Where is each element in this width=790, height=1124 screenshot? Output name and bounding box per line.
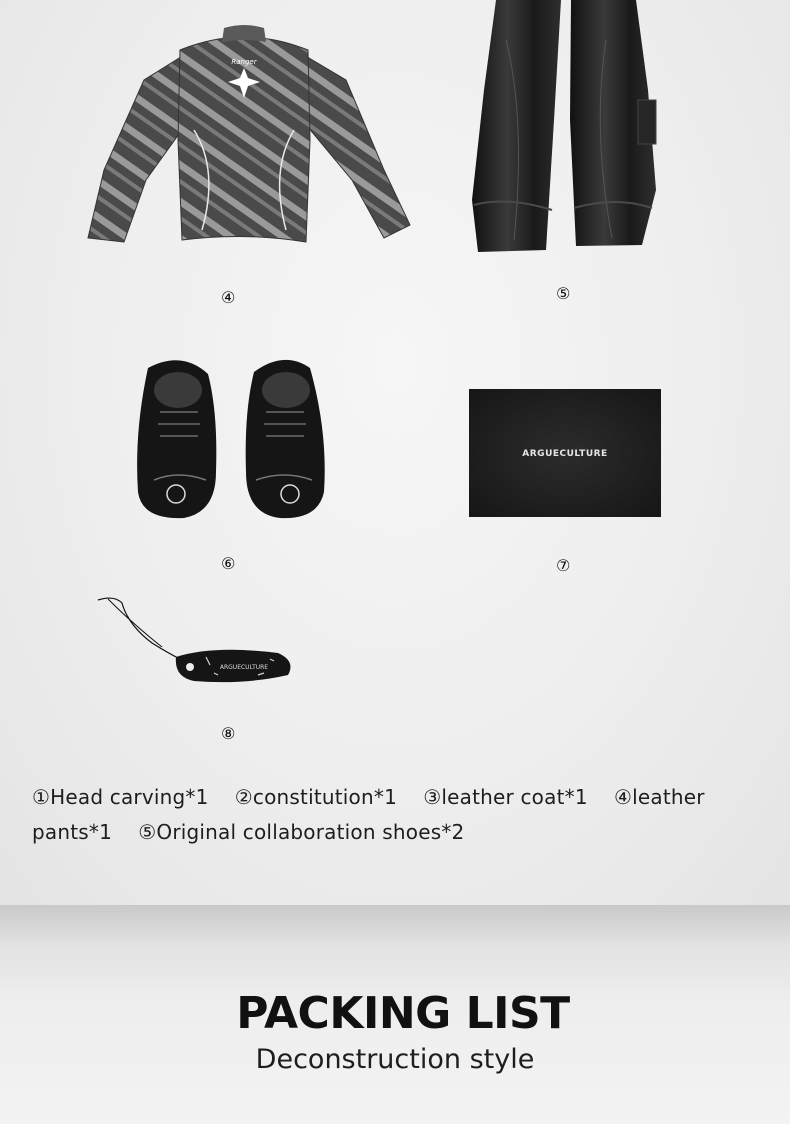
long-sleeve-top-image (84, 20, 414, 250)
hang-tag-image (94, 595, 304, 695)
page-title: PACKING LIST (236, 988, 570, 1039)
contents-line-2 (32, 815, 762, 850)
contents-item: pants*1 (32, 820, 113, 844)
contents-item: ③leather coat*1 (423, 785, 588, 809)
item-number-5: ⑤ (556, 284, 571, 303)
shoes-image (134, 352, 330, 524)
tag-brand-text: ARGUECULTURE (219, 664, 269, 671)
item-number-4: ④ (221, 288, 236, 307)
brand-box-image (469, 389, 661, 517)
leather-pants-image (466, 0, 666, 258)
contents-item: ④leather (613, 785, 705, 809)
box-brand-text: ARGUECULTURE (522, 449, 608, 459)
item-number-6: ⑥ (221, 554, 236, 573)
contents-line-1 (32, 780, 762, 815)
contents-item: ⑤Original collaboration shoes*2 (138, 820, 465, 844)
contents-item: ②constitution*1 (234, 785, 397, 809)
page-subtitle: Deconstruction style (255, 1044, 535, 1075)
item-number-8: ⑧ (221, 724, 236, 743)
contents-item: ①Head carving*1 (32, 785, 209, 809)
item-number-7: ⑦ (556, 556, 571, 575)
packing-contents-list (32, 780, 762, 850)
top-print-text: Ranger (231, 58, 257, 66)
